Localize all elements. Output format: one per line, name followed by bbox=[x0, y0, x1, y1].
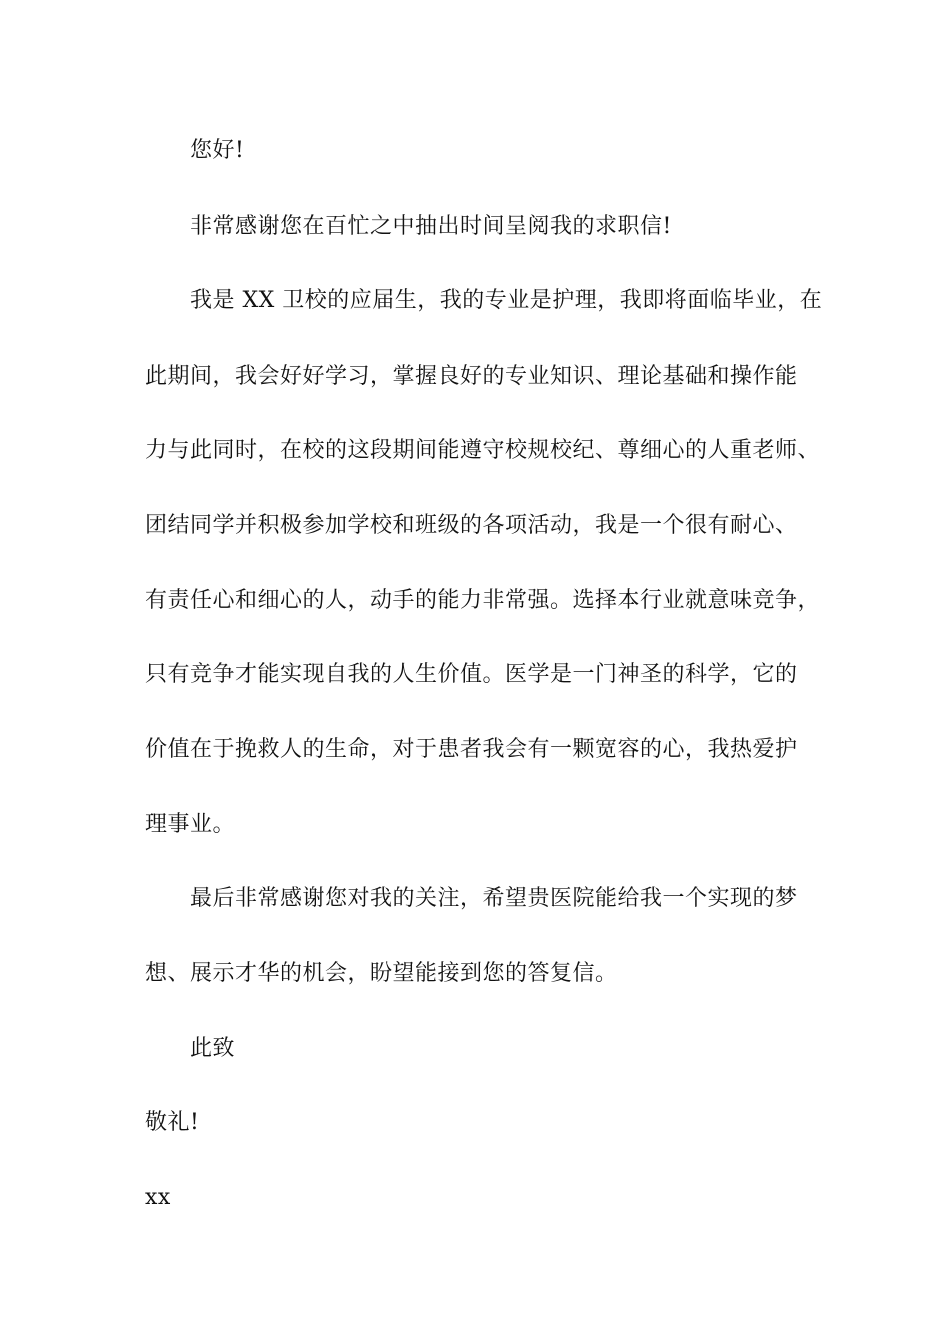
signature: xx bbox=[145, 1185, 171, 1210]
body-line: 此期间，我会好好学习，掌握良好的专业知识、理论基础和操作能 bbox=[145, 364, 798, 389]
body-line: 理事业。 bbox=[145, 812, 236, 837]
greeting: 您好! bbox=[190, 138, 245, 163]
body-line: 有责任心和细心的人，动手的能力非常强。选择本行业就意味竞争， bbox=[145, 588, 821, 613]
closing-paragraph-line: 想、展示才华的机会，盼望能接到您的答复信。 bbox=[145, 961, 618, 986]
body-line: 价值在于挽救人的生命，对于患者我会有一颗宽容的心，我热爱护 bbox=[145, 737, 798, 762]
body-line: 力与此同时，在校的这段期间能遵守校规校纪、尊细心的人重老师、 bbox=[145, 438, 821, 463]
body-line: 只有竞争才能实现自我的人生价值。医学是一门神圣的科学，它的 bbox=[145, 662, 798, 687]
paragraph-thanks: 非常感谢您在百忙之中抽出时间呈阅我的求职信! bbox=[190, 214, 672, 239]
body-line: 我是 XX 卫校的应届生，我的专业是护理，我即将面临毕业，在 bbox=[190, 288, 823, 313]
body-line: 团结同学并积极参加学校和班级的各项活动，我是一个很有耐心、 bbox=[145, 513, 798, 538]
closing-paragraph-line: 最后非常感谢您对我的关注，希望贵医院能给我一个实现的梦 bbox=[190, 886, 798, 911]
closing-salutation: 此致 bbox=[190, 1036, 236, 1061]
closing-regards: 敬礼! bbox=[145, 1110, 200, 1135]
